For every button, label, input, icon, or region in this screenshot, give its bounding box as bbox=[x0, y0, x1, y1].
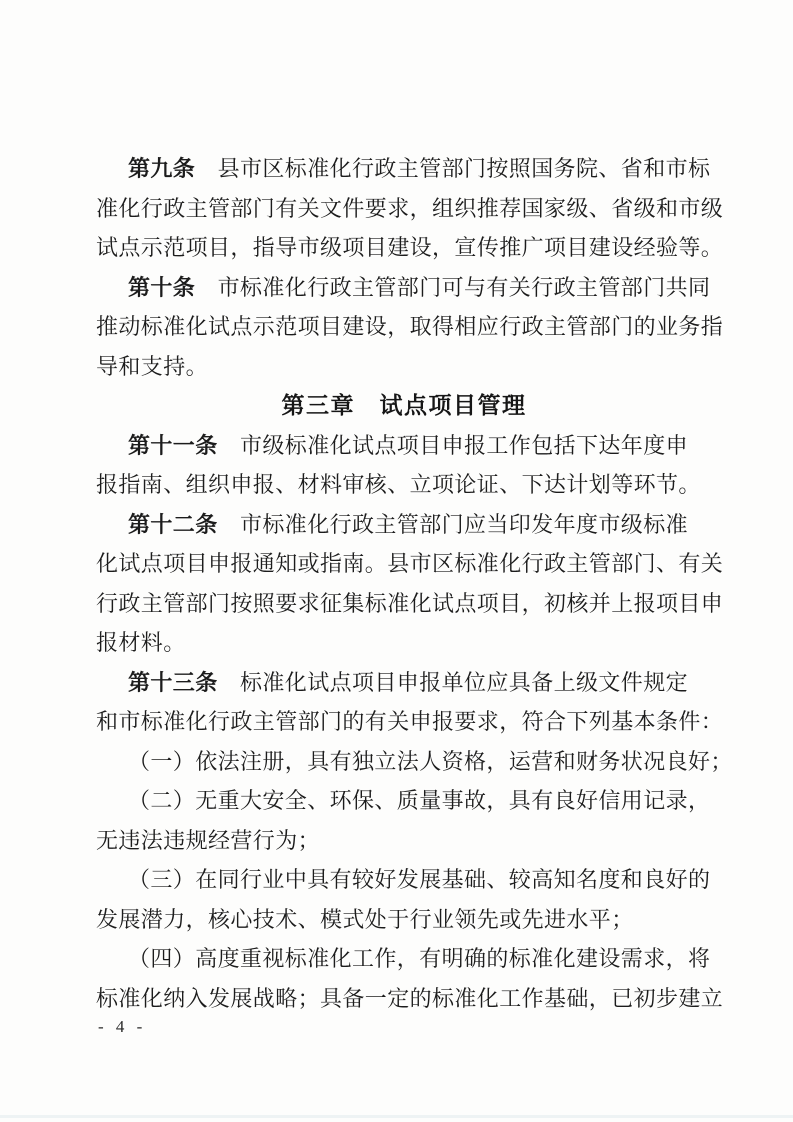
line-text: 报指南、组织申报、材料审核、立项论证、下达计划等环节。 bbox=[96, 472, 701, 497]
line-text: （二）无重大安全、环保、质量事故，具有良好信用记录， bbox=[128, 788, 711, 813]
paragraph-line bbox=[96, 821, 712, 861]
line-text: 准化行政主管部门有关文件要求，组织推荐国家级、省级和市级 bbox=[96, 195, 724, 221]
scan-artifact bbox=[0, 1115, 793, 1118]
list-item-1-line bbox=[96, 742, 733, 782]
line-text: 发展潜力，核心技术、模式处于行业领先或先进水平； bbox=[96, 906, 634, 932]
paragraph-line bbox=[96, 900, 712, 940]
line-text: 报材料。 bbox=[96, 630, 186, 655]
paragraph-line bbox=[96, 307, 724, 347]
list-item-3-line bbox=[96, 860, 712, 900]
line-text: 市标准化行政主管部门应当印发年度市级标准 bbox=[217, 511, 689, 537]
paragraph-line bbox=[96, 544, 724, 584]
article-13-number: 第十三条 bbox=[128, 669, 218, 695]
article-10-line bbox=[96, 268, 712, 308]
article-11-number: 第十一条 bbox=[128, 432, 218, 458]
line-text: （三）在同行业中具有较好发展基础、较高知名度和良好的 bbox=[128, 867, 711, 892]
line-text: 试点示范项目，指导市级项目建设，宣传推广项目建设经验等。 bbox=[96, 235, 724, 260]
paragraph-line bbox=[96, 623, 712, 663]
article-9-number: 第九条 bbox=[128, 156, 196, 181]
line-text: 导和支持。 bbox=[96, 353, 209, 379]
article-12-line bbox=[96, 505, 712, 545]
line-text: 化试点项目申报通知或指南。县市区标准化行政主管部门、有关 bbox=[96, 551, 724, 576]
paragraph-line bbox=[96, 228, 724, 268]
list-item-4-line bbox=[96, 939, 712, 979]
paragraph-line bbox=[96, 979, 724, 1019]
article-9-line bbox=[96, 149, 712, 189]
line-text: 行政主管部门按照要求征集标准化试点项目，初核并上报项目申 bbox=[96, 590, 724, 616]
paragraph-line bbox=[96, 702, 724, 742]
line-text: 标准化纳入发展战略；具备一定的标准化工作基础，已初步建立 bbox=[96, 985, 724, 1011]
article-10-number: 第十条 bbox=[128, 274, 196, 300]
line-text: 市级标准化试点项目申报工作包括下达年度申 bbox=[217, 432, 689, 458]
page-number: - 4 - bbox=[98, 1017, 147, 1036]
line-text: 和市标准化行政主管部门的有关申报要求，符合下列基本条件： bbox=[96, 709, 724, 734]
document-body bbox=[96, 149, 733, 1018]
article-11-line bbox=[96, 426, 712, 466]
line-text: 市标准化行政主管部门可与有关行政主管部门共同 bbox=[195, 274, 711, 300]
paragraph-line bbox=[96, 347, 712, 387]
article-12-number: 第十二条 bbox=[128, 511, 218, 537]
paragraph-line bbox=[96, 189, 724, 229]
line-text: （四）高度重视标准化工作，有明确的标准化建设需求，将 bbox=[128, 946, 711, 971]
list-item-2-line bbox=[96, 781, 712, 821]
line-text: （一）依法注册，具有独立法人资格，运营和财务状况良好； bbox=[128, 748, 733, 774]
chapter-heading: 第三章 试点项目管理 bbox=[281, 392, 527, 418]
paragraph-line bbox=[96, 584, 724, 624]
line-text: 无违法违规经营行为； bbox=[96, 827, 321, 853]
line-text: 推动标准化试点示范项目建设，取得相应行政主管部门的业务指 bbox=[96, 314, 724, 339]
article-13-line bbox=[96, 663, 712, 703]
line-text: 标准化试点项目申报单位应具备上级文件规定 bbox=[217, 669, 689, 695]
paragraph-line bbox=[96, 465, 712, 505]
line-text: 县市区标准化行政主管部门按照国务院、省和市标 bbox=[195, 156, 711, 181]
